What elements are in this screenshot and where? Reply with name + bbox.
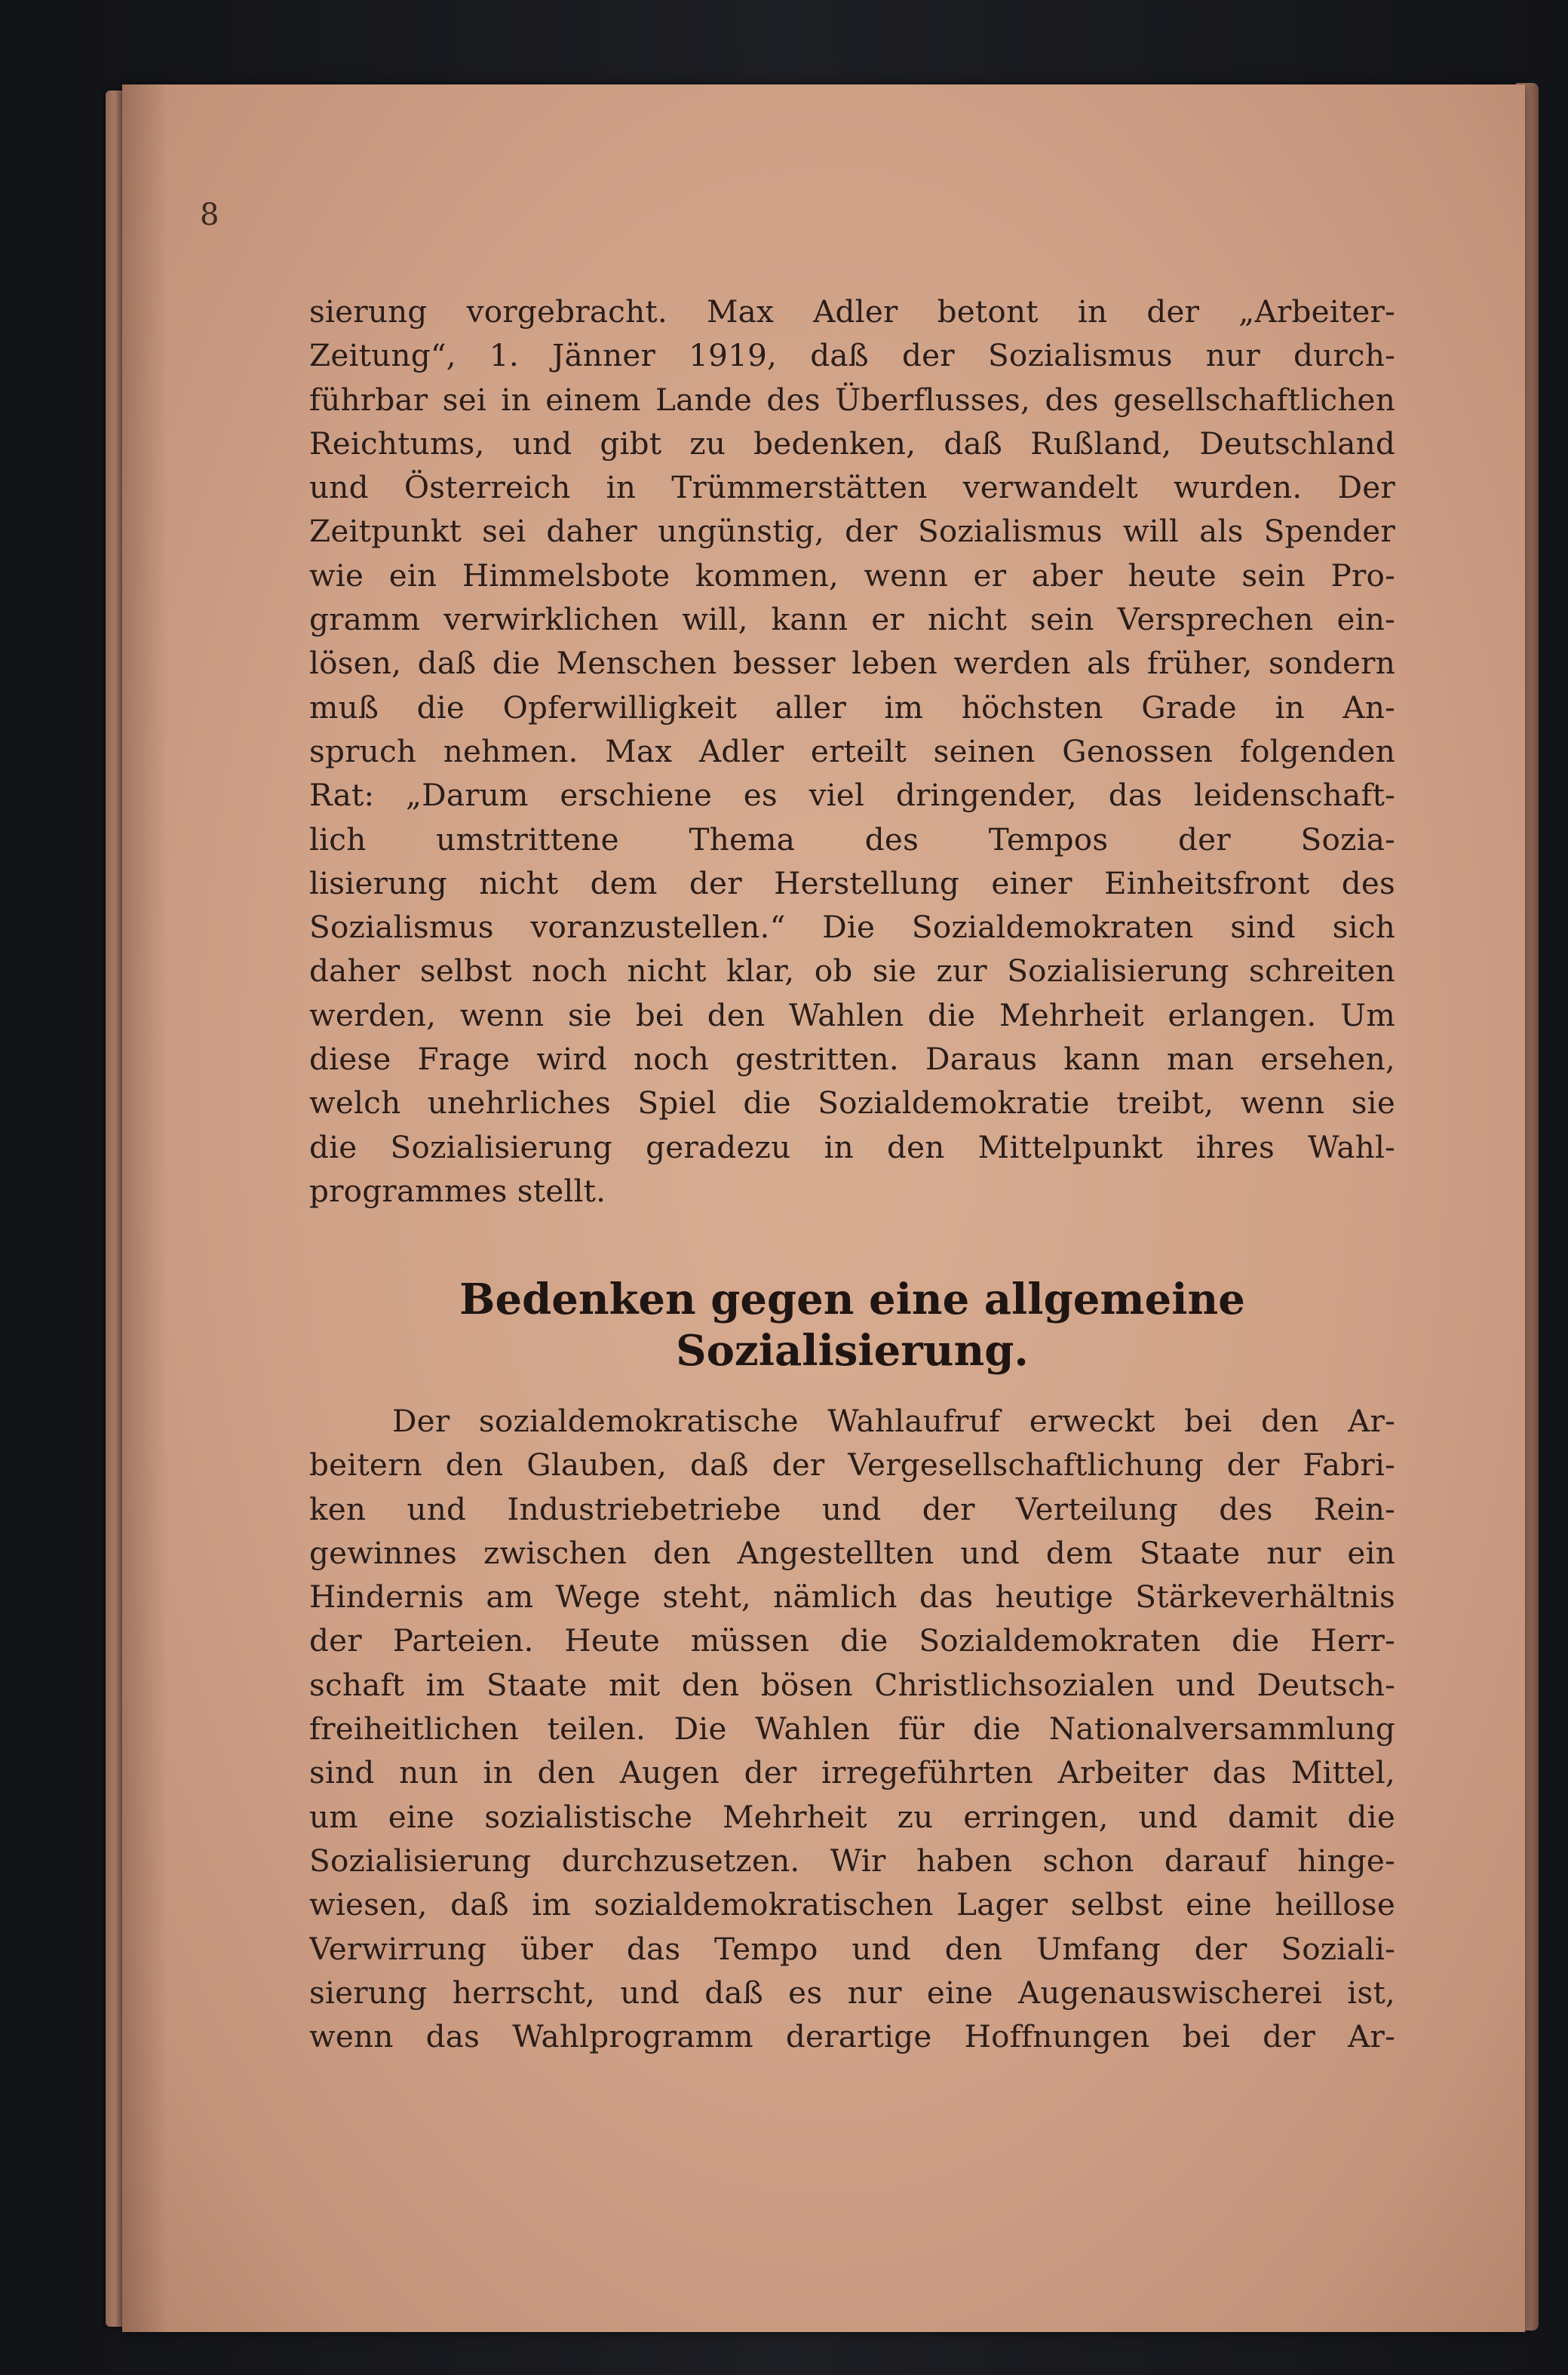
spine-shadow [122, 84, 167, 2332]
page-number: 8 [200, 198, 219, 232]
text-line: Rat: „Darum erschiene es viel dringender, das leidenschaft- [309, 777, 1395, 814]
text-line: programmes stellt. [309, 1172, 606, 1209]
text-line: Der sozialdemokratische Wahlaufruf erweckt bei den Ar- [392, 1403, 1395, 1439]
text-line: wiesen, daß im sozialdemokratischen Lager selbst eine heillose [309, 1886, 1395, 1923]
text-line: Sozialisierung durchzusetzen. Wir haben schon darauf hinge- [309, 1842, 1395, 1879]
text-line: lösen, daß die Menschen besser leben werden als früher, sondern [309, 645, 1395, 682]
text-line: und Österreich in Trümmerstätten verwandelt wurden. Der [309, 469, 1395, 506]
text-line: diese Frage wird noch gestritten. Daraus kann man ersehen, [309, 1041, 1395, 1078]
section-heading-continued: Sozialisierung. [676, 1326, 1029, 1376]
text-line: gewinnes zwischen den Angestellten und dem Staate nur ein [309, 1534, 1395, 1571]
text-line: die Sozialisierung geradezu in den Mittelpunkt ihres Wahl- [309, 1128, 1395, 1165]
text-line: beitern den Glauben, daß der Vergesellschaftlichung der Fabri- [309, 1447, 1395, 1484]
text-line: spruch nehmen. Max Adler erteilt seinen Genossen folgenden [309, 732, 1395, 769]
section-heading: Bedenken gegen eine allgemeine [459, 1275, 1245, 1324]
text-line: daher selbst noch nicht klar, ob sie zur Sozialisierung schreiten [309, 953, 1395, 990]
text-line: lisierung nicht dem der Herstellung einer Einheitsfront des [309, 864, 1395, 901]
text-line: der Parteien. Heute müssen die Sozialdemokraten die Herr- [309, 1622, 1395, 1659]
text-line: muß die Opferwilligkeit aller im höchsten Grade in An- [309, 689, 1395, 726]
text-line: werden, wenn sie bei den Wahlen die Mehrheit erlangen. Um [309, 996, 1395, 1033]
text-line: Hindernis am Wege steht, nämlich das heutige Stärkeverhältnis [309, 1579, 1395, 1616]
text-line: sierung vorgebracht. Max Adler betont in der „Arbeiter- [309, 293, 1395, 330]
paragraph-2 [309, 1399, 1395, 2058]
text-line: schaft im Staate mit den bösen Christlichsozialen und Deutsch- [309, 1666, 1395, 1703]
text-line: Zeitung“, 1. Jänner 1919, daß der Sozialismus nur durch- [309, 337, 1395, 374]
text-line: Sozialismus voranzustellen.“ Die Sozialdemokraten sind sich [309, 909, 1395, 946]
text-line: Zeitpunkt sei daher ungünstig, der Sozialismus will als Spender [309, 513, 1395, 550]
text-line: Verwirrung über das Tempo und den Umfang der Soziali- [309, 1930, 1395, 1967]
text-line: sierung herrscht, und daß es nur eine Augenauswischerei ist, [309, 1974, 1395, 2011]
text-line: ken und Industriebetriebe und der Verteilung des Rein- [309, 1490, 1395, 1527]
text-line: freiheitlichen teilen. Die Wahlen für die Nationalversammlung [309, 1711, 1395, 1747]
text-line: Reichtums, und gibt zu bedenken, daß Rußland, Deutschland [309, 425, 1395, 462]
text-line: führbar sei in einem Lande des Überflusses, des gesellschaftlichen [309, 381, 1395, 418]
paragraph-1 [309, 290, 1395, 1213]
text-line: sind nun in den Augen der irregeführten Arbeiter das Mittel, [309, 1754, 1395, 1791]
text-line: lich umstrittene Thema des Tempos der Sozia- [309, 821, 1395, 858]
text-line: wenn das Wahlprogramm derartige Hoffnungen bei der Ar- [309, 2018, 1395, 2055]
text-line: wie ein Himmelsbote kommen, wenn er aber heute sein Pro- [309, 557, 1395, 594]
text-line: um eine sozialistische Mehrheit zu erringen, und damit die [309, 1798, 1395, 1835]
text-line: welch unehrliches Spiel die Sozialdemokratie treibt, wenn sie [309, 1085, 1395, 1122]
text-line: gramm verwirklichen will, kann er nicht sein Versprechen ein- [309, 601, 1395, 638]
